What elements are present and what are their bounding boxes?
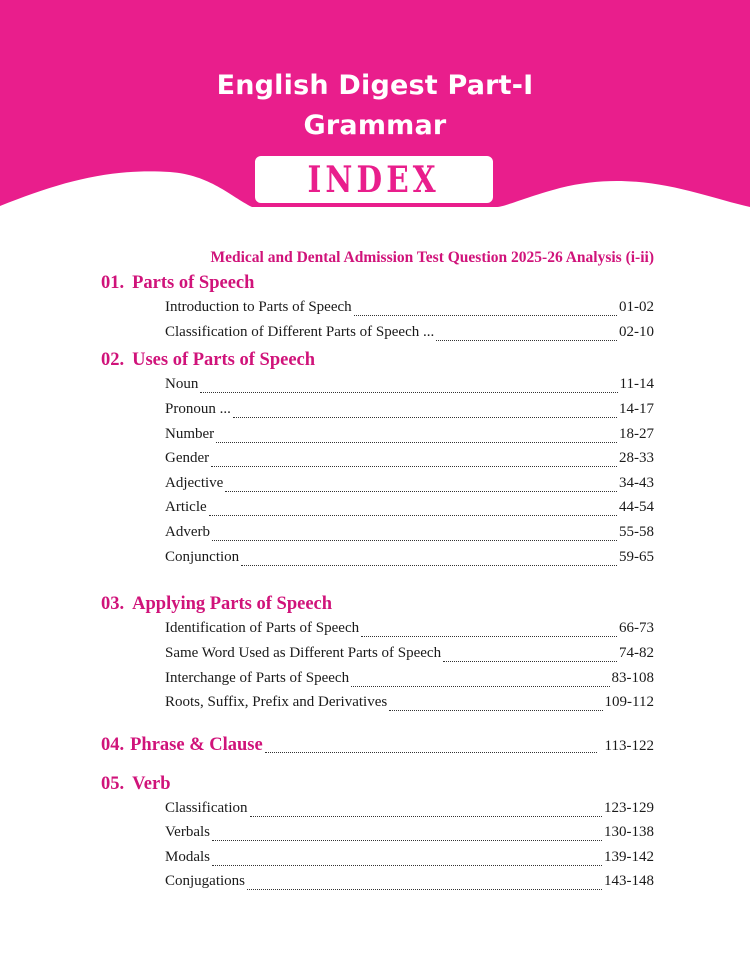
toc-entry — [165, 499, 654, 521]
entry-pages: 74-82 — [619, 645, 654, 661]
entry-pages: 55-58 — [619, 524, 654, 540]
dot-leader — [200, 392, 617, 393]
entry-pages: 59-65 — [619, 549, 654, 565]
header-banner — [0, 0, 750, 240]
entry-label: Conjugations — [165, 873, 246, 889]
toc-entry — [165, 800, 654, 822]
entry-pages: 109-112 — [604, 694, 654, 710]
entry-label: Pronoun ... — [165, 401, 231, 417]
dot-leader — [225, 491, 617, 492]
section-title: Uses of Parts of Speech — [132, 350, 316, 370]
toc-entry — [165, 401, 654, 423]
toc-entry — [165, 475, 654, 497]
section-heading-04 — [101, 735, 654, 759]
entry-pages: 113-122 — [604, 738, 654, 754]
toc-entry — [165, 694, 654, 716]
dot-leader — [233, 417, 617, 418]
toc-entry — [165, 645, 654, 667]
entry-label: Adjective — [165, 475, 224, 491]
entry-label: Number — [165, 426, 215, 442]
toc-entry — [165, 299, 654, 321]
entry-label: Modals — [165, 849, 210, 865]
entry-pages: 139-142 — [604, 849, 654, 865]
index-badge — [252, 153, 496, 206]
entry-pages: 83-108 — [611, 670, 654, 686]
section-number: 04. — [101, 735, 125, 755]
analysis-heading: Medical and Dental Admission Test Question 2025-26 Analysis (i-ii) — [210, 249, 654, 266]
dot-leader — [443, 661, 617, 662]
entry-pages: 01-02 — [619, 299, 654, 315]
section-title: Phrase & Clause — [130, 735, 263, 755]
dot-leader — [212, 540, 617, 541]
section-heading-05 — [101, 774, 171, 795]
toc-entry — [165, 324, 654, 346]
entry-pages: 18-27 — [619, 426, 654, 442]
entry-pages: 66-73 — [619, 620, 654, 636]
entry-pages: 130-138 — [604, 824, 654, 840]
dot-leader — [212, 865, 602, 866]
entry-label: Introduction to Parts of Speech — [165, 299, 352, 315]
toc-entry — [165, 620, 654, 642]
dot-leader — [361, 636, 617, 637]
book-title-line2: Grammar — [303, 110, 447, 141]
toc-entry — [165, 524, 654, 546]
toc-entry — [165, 670, 654, 692]
entry-label: Adverb — [165, 524, 210, 540]
toc-entry — [165, 376, 654, 398]
toc-entry — [165, 873, 654, 895]
entry-pages: 28-33 — [619, 450, 654, 466]
dot-leader — [241, 565, 617, 566]
entry-label: Roots, Suffix, Prefix and Derivatives — [165, 694, 388, 710]
section-number: 01. — [101, 273, 125, 293]
entry-label: Article — [165, 499, 207, 515]
entry-label: Conjunction — [165, 549, 240, 565]
entry-label: Classification of Different Parts of Speech ... — [165, 324, 435, 340]
book-title-line1: English Digest Part-I — [216, 70, 534, 101]
toc-entry — [165, 549, 654, 571]
section-title: Applying Parts of Speech — [132, 594, 333, 614]
toc-entry — [165, 849, 654, 871]
entry-label: Verbals — [165, 824, 210, 840]
toc-entry — [165, 450, 654, 472]
entry-label: Gender — [165, 450, 210, 466]
section-title: Verb — [132, 774, 171, 794]
entry-pages: 44-54 — [619, 499, 654, 515]
dot-leader — [389, 710, 602, 711]
dot-leader — [211, 466, 617, 467]
toc-entry — [165, 426, 654, 448]
section-number: 02. — [101, 350, 125, 370]
entry-pages: 11-14 — [619, 376, 654, 392]
dot-leader — [354, 315, 617, 316]
entry-label: Same Word Used as Different Parts of Speech — [165, 645, 442, 661]
section-heading-01 — [101, 273, 254, 294]
section-title: Parts of Speech — [132, 273, 255, 293]
entry-pages: 143-148 — [604, 873, 654, 889]
dot-leader — [250, 816, 603, 817]
entry-label: Identification of Parts of Speech — [165, 620, 360, 636]
dot-leader — [351, 686, 609, 687]
book-title — [0, 66, 750, 146]
dot-leader — [216, 442, 617, 443]
dot-leader — [436, 340, 617, 341]
section-number: 03. — [101, 594, 125, 614]
section-number: 05. — [101, 774, 125, 794]
entry-label: Interchange of Parts of Speech — [165, 670, 350, 686]
entry-label: Noun — [165, 376, 199, 392]
section-heading-02 — [101, 350, 315, 371]
index-label: INDEX — [307, 158, 441, 201]
toc-entry — [165, 824, 654, 846]
dot-leader — [212, 840, 602, 841]
entry-pages: 34-43 — [619, 475, 654, 491]
dot-leader — [247, 889, 602, 890]
dot-leader — [209, 515, 617, 516]
section-heading-03 — [101, 594, 332, 615]
entry-pages: 123-129 — [604, 800, 654, 816]
dot-leader — [265, 752, 597, 753]
entry-pages: 02-10 — [619, 324, 654, 340]
entry-label: Classification — [165, 800, 248, 816]
entry-pages: 14-17 — [619, 401, 654, 417]
